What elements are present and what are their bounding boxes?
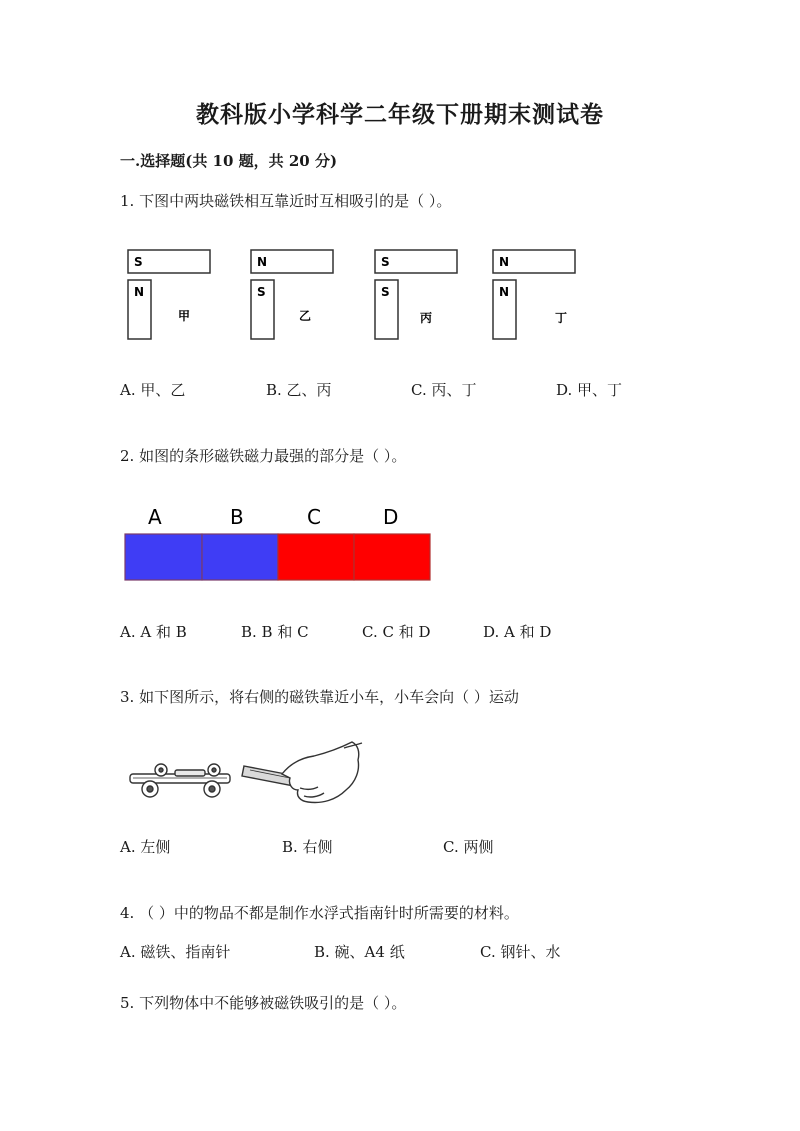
q3-option-a[interactable]: A. 左侧 <box>120 838 171 856</box>
magnet-bottom-pole: N <box>134 285 145 299</box>
question-5-text: 5. 下列物体中不能够被磁铁吸引的是（ ）。 <box>120 994 407 1012</box>
magnet-top-pole: S <box>134 255 143 269</box>
question-3-text: 3. 如下图所示，将右侧的磁铁靠近小车，小车会向（ ）运动 <box>120 688 519 706</box>
magnet-bottom-pole: S <box>381 285 390 299</box>
magnet-top-pole: S <box>381 255 390 269</box>
q4-option-a[interactable]: A. 磁铁、指南针 <box>120 943 231 961</box>
q3-option-c[interactable]: C. 两侧 <box>443 838 494 856</box>
q2-option-c[interactable]: C. C 和 D <box>362 623 431 641</box>
magnet-bottom-pole: N <box>499 285 510 299</box>
segment-label-c: C <box>307 505 321 529</box>
figure-label: 乙 <box>299 309 312 323</box>
q4-option-c[interactable]: C. 钢针、水 <box>480 943 561 961</box>
figure-label: 丁 <box>555 311 568 325</box>
q3-option-b[interactable]: B. 右侧 <box>282 838 333 856</box>
q1-option-d[interactable]: D. 甲、丁 <box>556 381 623 399</box>
magnet-top-pole: N <box>257 255 268 269</box>
question-2-text: 2. 如图的条形磁铁磁力最强的部分是（ ）。 <box>120 447 407 465</box>
section-heading: 一.选择题(共 10 题，共 20 分) <box>120 152 338 170</box>
q2-option-d[interactable]: D. A 和 D <box>483 623 552 641</box>
figure-label: 丙 <box>420 311 433 325</box>
toy-car <box>130 764 230 797</box>
q1-option-b[interactable]: B. 乙、丙 <box>266 381 332 399</box>
q1-option-a[interactable]: A. 甲、乙 <box>120 381 186 399</box>
magnet-top-pole: N <box>499 255 510 269</box>
segment-label-b: B <box>230 505 244 529</box>
q2-option-b[interactable]: B. B 和 C <box>241 623 309 641</box>
figure-label: 甲 <box>178 309 191 323</box>
question-1-text: 1. 下图中两块磁铁相互靠近时互相吸引的是（ ）。 <box>120 192 452 210</box>
question-4-text: 4. （ ）中的物品不都是制作水浮式指南针时所需要的材料。 <box>120 904 519 922</box>
hand-with-magnet <box>242 742 362 803</box>
segment-label-d: D <box>383 505 399 529</box>
q4-option-b[interactable]: B. 碗、A4 纸 <box>314 943 405 961</box>
page-title: 教科版小学科学二年级下册期末测试卷 <box>196 101 604 128</box>
magnet-bottom-pole: S <box>257 285 266 299</box>
q2-option-a[interactable]: A. A 和 B <box>120 623 187 641</box>
q1-option-c[interactable]: C. 丙、丁 <box>411 381 477 399</box>
segment-label-a: A <box>148 505 162 529</box>
